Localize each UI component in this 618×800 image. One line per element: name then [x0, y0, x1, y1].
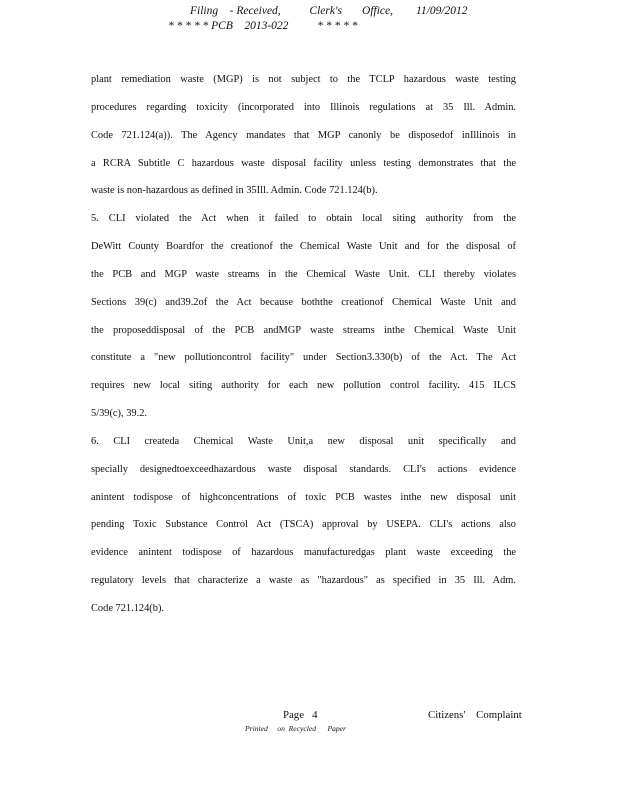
body-line-17: pending Toxic Substance Control Act (TSCA) approval by USEPA. CLI's actions also [91, 519, 516, 530]
body-line-6: 5. CLI violated the Act when it failed to obtain local siting authority from the [91, 213, 516, 224]
body-line-13: 5/39(c), 39.2. [91, 408, 147, 419]
printed-on-recycled-paper: Printed on Recycled Paper [245, 724, 347, 733]
body-line-9: Sections 39(c) and39.2of the Act because boththe creationof Chemical Waste Unit and [91, 297, 516, 308]
body-line-18: evidence anintent todispose of hazardous manufacturedgas plant waste exceeding the [91, 547, 516, 558]
body-line-4: a RCRA Subtitle C hazardous waste disposal facility unless testing demonstrates that the [91, 158, 516, 169]
body-line-5: waste is non-hazardous as defined in 35Ill. Admin. Code 721.124(b). [91, 185, 378, 196]
body-line-14: 6. CLI createda Chemical Waste Unit,a new disposal unit specifically and [91, 436, 516, 447]
body-line-19: regulatory levels that characterize a waste as "hazardous" as specified in 35 Ill. Adm. [91, 575, 516, 586]
body-line-20: Code 721.124(b). [91, 603, 165, 614]
body-line-11: constitute a "new pollutioncontrol facility" under Section3.330(b) of the Act. The Act [91, 352, 516, 363]
body-line-2: procedures regarding toxicity (incorporated into Illinois regulations at 35 Ill. Admin. [91, 102, 516, 113]
body-line-12: requires new local siting authority for each new pollution control facility. 415 ILCS [91, 380, 516, 391]
body-line-8: the PCB and MGP waste streams in the Chemical Waste Unit. CLI thereby violates [91, 269, 516, 280]
pcb-case-number-line: * * * * * PCB 2013-022 * * * * * [168, 20, 358, 32]
filing-stamp-line: Filing - Received, Clerk's Office, 11/09/2012 [190, 5, 468, 17]
body-line-3: Code 721.124(a)). The Agency mandates that MGP canonly be disposedof inIllinois in [91, 130, 516, 141]
page-number: Page 4 [283, 709, 318, 721]
body-line-10: the proposeddisposal of the PCB andMGP waste streams inthe Chemical Waste Unit [91, 325, 516, 336]
document-title-footer: Citizens' Complaint [428, 709, 522, 721]
body-line-15: specially designedtoexceedhazardous waste disposal standards. CLI's actions evidence [91, 464, 516, 475]
body-line-1: plant remediation waste (MGP) is not subject to the TCLP hazardous waste testing [91, 74, 516, 85]
body-line-7: DeWitt County Boardfor the creationof the Chemical Waste Unit and for the disposal of [91, 241, 516, 252]
body-line-16: anintent todispose of highconcentrations of toxic PCB wastes inthe new disposal unit [91, 492, 516, 503]
